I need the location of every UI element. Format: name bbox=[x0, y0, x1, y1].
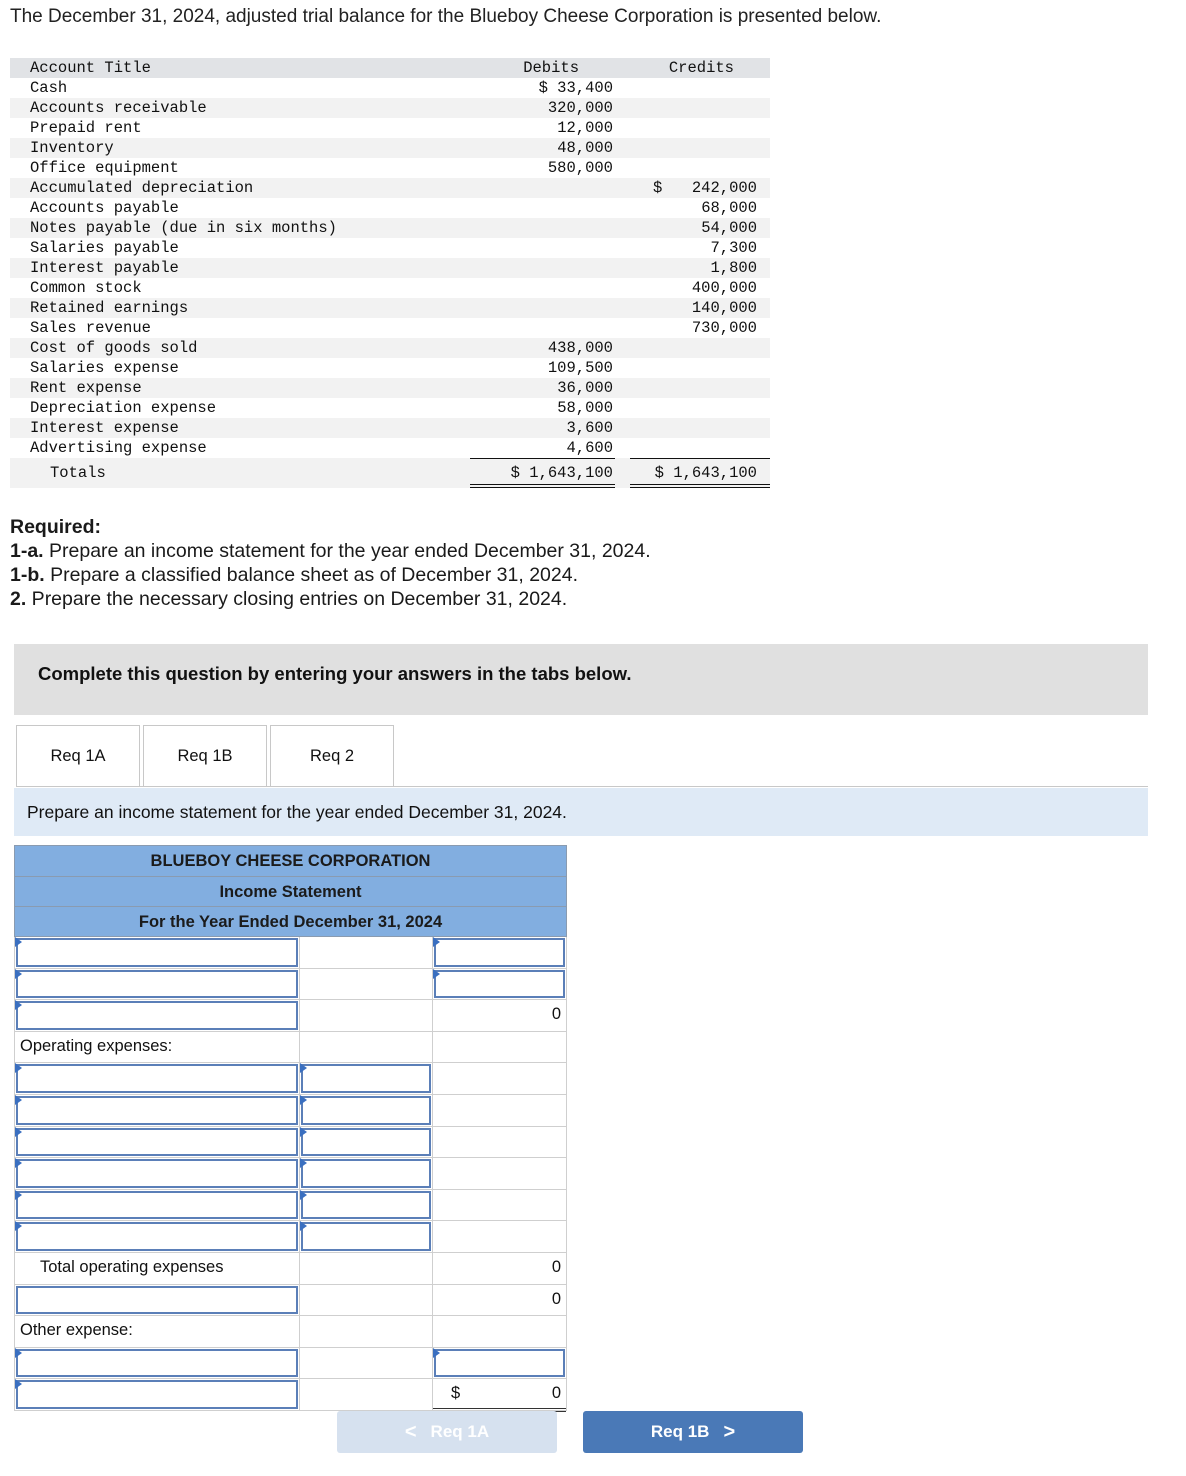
company-name: BLUEBOY CHEESE CORPORATION bbox=[14, 845, 567, 876]
totals-label: Totals bbox=[50, 464, 106, 482]
table-row bbox=[14, 1190, 567, 1222]
required-heading: Required: bbox=[10, 516, 102, 538]
statement-period: For the Year Ended December 31, 2024 bbox=[14, 906, 567, 937]
debit-value: 36,000 bbox=[557, 379, 613, 397]
trial-balance-header bbox=[10, 58, 770, 78]
dropdown-arrow-icon bbox=[15, 1158, 22, 1168]
trial-balance-row bbox=[10, 278, 770, 298]
required-section bbox=[10, 515, 651, 611]
account-title: Salaries payable bbox=[30, 239, 179, 257]
trial-balance-row bbox=[10, 138, 770, 158]
account-select[interactable] bbox=[16, 1159, 298, 1188]
table-row bbox=[14, 1253, 567, 1285]
table-row bbox=[14, 1221, 567, 1253]
account-title: Cash bbox=[30, 79, 68, 97]
account-title: Office equipment bbox=[30, 159, 179, 177]
account-title: Advertising expense bbox=[30, 439, 207, 457]
tab-prompt bbox=[14, 788, 1148, 836]
tab-req-1b[interactable]: Req 1B bbox=[143, 725, 267, 787]
debit-value: 48,000 bbox=[557, 139, 613, 157]
account-title: Accounts receivable bbox=[30, 99, 207, 117]
col-account-title: Account Title bbox=[30, 59, 151, 77]
trial-balance-row bbox=[10, 358, 770, 378]
table-row bbox=[14, 1348, 567, 1380]
credit-value: 68,000 bbox=[701, 199, 757, 217]
table-row bbox=[14, 1095, 567, 1127]
account-select[interactable] bbox=[16, 1191, 298, 1220]
credit-value: 1,800 bbox=[710, 259, 757, 277]
dropdown-arrow-icon bbox=[15, 1379, 22, 1389]
amount-input[interactable] bbox=[301, 1159, 431, 1188]
tab-req-1a[interactable]: Req 1A bbox=[16, 725, 140, 787]
trial-balance-table bbox=[10, 58, 770, 488]
amount-input[interactable] bbox=[301, 1191, 431, 1220]
amount-input[interactable] bbox=[434, 938, 565, 967]
dropdown-arrow-icon bbox=[15, 1063, 22, 1073]
debit-value: 3,600 bbox=[566, 419, 613, 437]
debit-value: 320,000 bbox=[547, 99, 613, 117]
prev-req-button[interactable] bbox=[337, 1411, 557, 1453]
table-row bbox=[14, 1379, 567, 1411]
statement-title: Income Statement bbox=[14, 876, 567, 906]
next-req-label: Req 1B bbox=[650, 1422, 710, 1441]
dropdown-arrow-icon bbox=[15, 969, 22, 979]
amount-input[interactable] bbox=[434, 1349, 565, 1378]
prev-req-label: Req 1A bbox=[430, 1422, 490, 1441]
dropdown-arrow-icon bbox=[15, 1221, 22, 1231]
trial-balance-row bbox=[10, 298, 770, 318]
amount-input[interactable] bbox=[301, 1064, 431, 1093]
account-title: Inventory bbox=[30, 139, 114, 157]
credit-value: 7,300 bbox=[710, 239, 757, 257]
col-credits: Credits bbox=[668, 59, 734, 77]
dropdown-arrow-icon bbox=[300, 1190, 307, 1200]
chevron-right-icon: > bbox=[723, 1420, 736, 1443]
trial-balance-totals bbox=[10, 458, 770, 488]
dropdown-arrow-icon bbox=[433, 1348, 440, 1358]
table-row bbox=[14, 1285, 567, 1317]
net-income-value: 0 bbox=[551, 1384, 561, 1403]
chevron-left-icon: < bbox=[404, 1420, 417, 1443]
debit-value: 4,600 bbox=[566, 439, 613, 457]
account-title: Prepaid rent bbox=[30, 119, 142, 137]
prompt-text: Prepare an income statement for the year ended December 31, 2024. bbox=[27, 802, 567, 822]
trial-balance-row bbox=[10, 378, 770, 398]
required-item: 1-a. Prepare an income statement for the year ended December 31, 2024. bbox=[10, 540, 651, 562]
trial-balance-row bbox=[10, 218, 770, 238]
debit-value: $ 33,400 bbox=[538, 79, 613, 97]
tab-req-2[interactable]: Req 2 bbox=[270, 725, 394, 787]
account-select[interactable] bbox=[16, 1096, 298, 1125]
account-select[interactable] bbox=[16, 1286, 298, 1315]
dropdown-arrow-icon bbox=[15, 1127, 22, 1137]
table-row bbox=[14, 1127, 567, 1159]
debit-value: 580,000 bbox=[547, 159, 613, 177]
trial-balance-row bbox=[10, 418, 770, 438]
table-row bbox=[14, 1063, 567, 1095]
trial-balance-row bbox=[10, 398, 770, 418]
trial-balance-row bbox=[10, 118, 770, 138]
table-row bbox=[14, 1032, 567, 1064]
trial-balance-row bbox=[10, 318, 770, 338]
trial-balance-row bbox=[10, 98, 770, 118]
trial-balance-row bbox=[10, 78, 770, 98]
dollar-sign: $ bbox=[451, 1384, 461, 1403]
dropdown-arrow-icon bbox=[15, 1190, 22, 1200]
instruction-text: Complete this question by entering your answers in the tabs below. bbox=[38, 663, 632, 684]
amount-input[interactable] bbox=[301, 1096, 431, 1125]
trial-balance-row bbox=[10, 258, 770, 278]
account-title: Interest payable bbox=[30, 259, 179, 277]
trial-balance-row bbox=[10, 158, 770, 178]
account-title: Cost of goods sold bbox=[30, 339, 198, 357]
trial-balance-row bbox=[10, 238, 770, 258]
income-statement bbox=[14, 845, 567, 1411]
amount-input[interactable] bbox=[434, 970, 565, 999]
table-row bbox=[14, 1158, 567, 1190]
account-select[interactable] bbox=[16, 970, 298, 999]
account-title: Retained earnings bbox=[30, 299, 189, 317]
debit-value: 438,000 bbox=[547, 339, 613, 357]
dropdown-arrow-icon bbox=[300, 1221, 307, 1231]
amount-input[interactable] bbox=[301, 1128, 431, 1157]
credit-value: 400,000 bbox=[691, 279, 757, 297]
dropdown-arrow-icon bbox=[15, 937, 22, 947]
account-select[interactable] bbox=[16, 938, 298, 967]
account-title: Notes payable (due in six months) bbox=[30, 219, 337, 237]
totals-debit: $ 1,643,100 bbox=[510, 464, 613, 482]
total-operating-expenses-label: Total operating expenses bbox=[40, 1257, 224, 1276]
debit-value: 58,000 bbox=[557, 399, 613, 417]
required-item: 1-b. Prepare a classified balance sheet as of December 31, 2024. bbox=[10, 564, 578, 586]
account-title: Sales revenue bbox=[30, 319, 151, 337]
account-title: Depreciation expense bbox=[30, 399, 217, 417]
other-expense-label: Other expense: bbox=[20, 1321, 133, 1340]
required-item: 2. Prepare the necessary closing entries on December 31, 2024. bbox=[10, 588, 568, 610]
account-title: Interest expense bbox=[30, 419, 179, 437]
operating-expenses-label: Operating expenses: bbox=[20, 1036, 173, 1055]
computed-value: 0 bbox=[551, 1289, 561, 1308]
trial-balance-row bbox=[10, 178, 770, 198]
dropdown-arrow-icon bbox=[15, 1095, 22, 1105]
table-row bbox=[14, 969, 567, 1001]
account-title: Rent expense bbox=[30, 379, 142, 397]
account-select[interactable] bbox=[16, 1222, 298, 1251]
dropdown-arrow-icon bbox=[15, 1348, 22, 1358]
account-title: Accounts payable bbox=[30, 199, 179, 217]
trial-balance-row bbox=[10, 438, 770, 458]
account-select[interactable] bbox=[16, 1001, 298, 1030]
account-title: Common stock bbox=[30, 279, 142, 297]
instruction-banner bbox=[14, 644, 1148, 715]
col-debits: Debits bbox=[523, 59, 579, 77]
trial-balance-row bbox=[10, 198, 770, 218]
computed-value: 0 bbox=[551, 1005, 561, 1024]
dropdown-arrow-icon bbox=[300, 1127, 307, 1137]
totals-credit: $ 1,643,100 bbox=[654, 464, 757, 482]
credit-value: 54,000 bbox=[701, 219, 757, 237]
total-operating-expenses-value: 0 bbox=[551, 1257, 561, 1276]
account-title: Salaries expense bbox=[30, 359, 179, 377]
account-select[interactable] bbox=[16, 1349, 298, 1378]
amount-input[interactable] bbox=[301, 1222, 431, 1251]
account-title: Accumulated depreciation bbox=[30, 179, 254, 197]
credit-value: 140,000 bbox=[691, 299, 757, 317]
table-row bbox=[14, 1316, 567, 1348]
dropdown-arrow-icon bbox=[433, 969, 440, 979]
credit-value: 730,000 bbox=[691, 319, 757, 337]
credit-dollar-sign: $ bbox=[653, 179, 663, 197]
dropdown-arrow-icon bbox=[300, 1063, 307, 1073]
dropdown-arrow-icon bbox=[433, 937, 440, 947]
credit-value: 242,000 bbox=[691, 179, 757, 197]
debit-value: 12,000 bbox=[557, 119, 613, 137]
next-req-button[interactable] bbox=[583, 1411, 803, 1453]
account-select[interactable] bbox=[16, 1128, 298, 1157]
dropdown-arrow-icon bbox=[300, 1095, 307, 1105]
dropdown-arrow-icon bbox=[300, 1158, 307, 1168]
dropdown-arrow-icon bbox=[15, 1000, 22, 1010]
account-select[interactable] bbox=[16, 1380, 298, 1409]
table-row bbox=[14, 937, 567, 969]
intro-text: The December 31, 2024, adjusted trial balance for the Blueboy Cheese Corporation is presented below. bbox=[10, 6, 882, 27]
table-row bbox=[14, 1000, 567, 1032]
account-select[interactable] bbox=[16, 1064, 298, 1093]
trial-balance-row bbox=[10, 338, 770, 358]
debit-value: 109,500 bbox=[547, 359, 613, 377]
